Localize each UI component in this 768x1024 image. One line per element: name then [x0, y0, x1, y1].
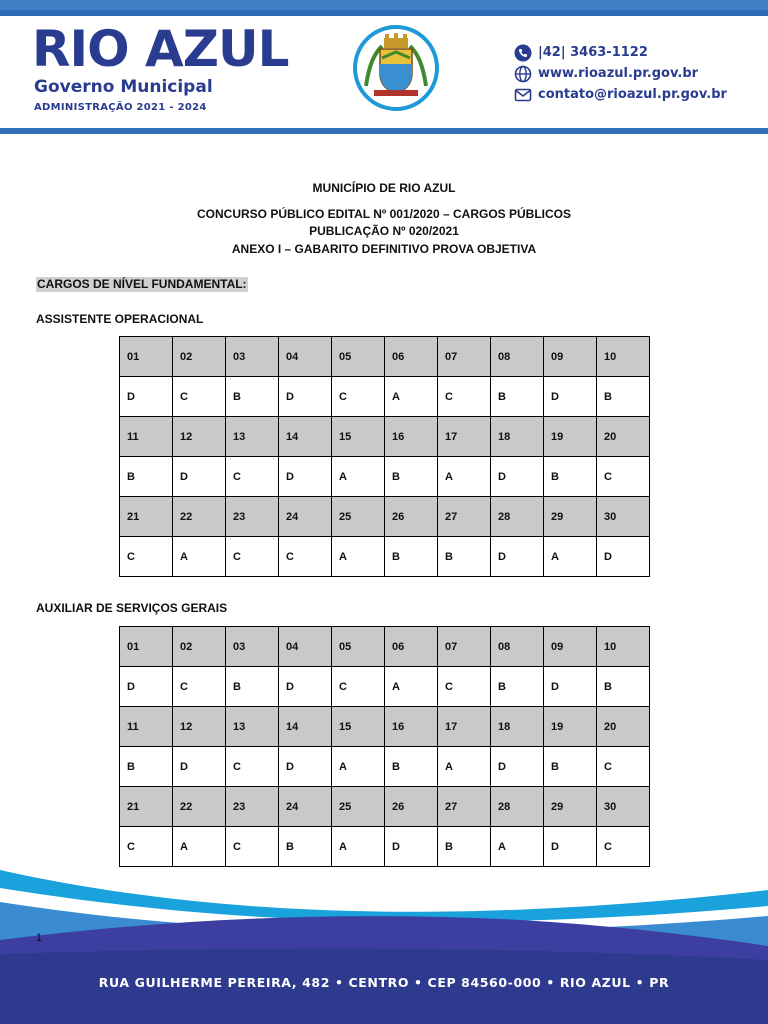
question-number-cell: 19: [544, 417, 597, 457]
question-number-cell: 16: [385, 417, 438, 457]
question-number-cell: 30: [597, 497, 650, 537]
contact-block: [514, 42, 727, 105]
question-number-row: [120, 707, 650, 747]
question-number-cell: 24: [279, 497, 332, 537]
question-number-cell: 13: [226, 417, 279, 457]
question-number-cell: 26: [385, 497, 438, 537]
answer-table-assistente: [119, 336, 650, 577]
phone-row: [514, 42, 727, 63]
answer-cell: A: [332, 747, 385, 787]
answer-cell: C: [226, 827, 279, 867]
header-top-band: [0, 0, 768, 16]
footer-address: RUA GUILHERME PEREIRA, 482 • CENTRO • CEP 84560-000 • RIO AZUL • PR: [98, 975, 670, 990]
question-number-cell: 06: [385, 627, 438, 667]
answer-cell: A: [438, 747, 491, 787]
question-number-cell: 12: [173, 707, 226, 747]
answer-cell: D: [544, 827, 597, 867]
page-number: 1: [36, 932, 43, 944]
question-number-cell: 27: [438, 787, 491, 827]
answer-cell: A: [332, 537, 385, 577]
job-title-auxiliar: AUXILIAR DE SERVIÇOS GERAIS: [36, 601, 228, 615]
answer-cell: B: [226, 667, 279, 707]
letterhead: [0, 16, 768, 134]
answer-row: [120, 747, 650, 787]
answer-cell: C: [120, 537, 173, 577]
answer-cell: A: [385, 377, 438, 417]
question-number-cell: 25: [332, 497, 385, 537]
answer-cell: D: [544, 667, 597, 707]
answer-cell: B: [385, 747, 438, 787]
question-number-cell: 27: [438, 497, 491, 537]
email-address[interactable]: contato@rioazul.pr.gov.br: [538, 87, 727, 102]
question-number-cell: 14: [279, 707, 332, 747]
question-number-cell: 18: [491, 707, 544, 747]
question-number-cell: 26: [385, 787, 438, 827]
answer-cell: A: [332, 457, 385, 497]
doc-annex: ANEXO I – GABARITO DEFINITIVO PROVA OBJETIVA: [231, 242, 537, 256]
answer-cell: B: [438, 827, 491, 867]
question-number-cell: 13: [226, 707, 279, 747]
question-number-cell: 12: [173, 417, 226, 457]
question-number-cell: 08: [491, 337, 544, 377]
globe-icon: [514, 65, 532, 83]
answer-cell: C: [173, 667, 226, 707]
answer-cell: D: [279, 667, 332, 707]
question-number-cell: 28: [491, 787, 544, 827]
question-number-cell: 22: [173, 787, 226, 827]
answer-cell: D: [120, 377, 173, 417]
answer-cell: B: [597, 667, 650, 707]
question-number-cell: 29: [544, 787, 597, 827]
doc-municipality: MUNICÍPIO DE RIO AZUL: [312, 181, 456, 195]
answer-cell: D: [385, 827, 438, 867]
question-number-cell: 02: [173, 337, 226, 377]
footer-wave: [0, 850, 768, 1024]
header-divider: [0, 128, 768, 134]
question-number-cell: 17: [438, 707, 491, 747]
question-number-cell: 11: [120, 707, 173, 747]
answer-cell: C: [226, 747, 279, 787]
answer-cell: C: [226, 537, 279, 577]
answer-cell: C: [597, 827, 650, 867]
answer-row: [120, 457, 650, 497]
answer-cell: B: [120, 457, 173, 497]
question-number-cell: 06: [385, 337, 438, 377]
answer-cell: D: [491, 457, 544, 497]
answer-cell: C: [332, 667, 385, 707]
question-number-cell: 19: [544, 707, 597, 747]
question-number-cell: 04: [279, 337, 332, 377]
question-number-cell: 21: [120, 497, 173, 537]
question-number-row: [120, 337, 650, 377]
answer-cell: A: [173, 827, 226, 867]
question-number-cell: 14: [279, 417, 332, 457]
answer-cell: A: [385, 667, 438, 707]
question-number-cell: 09: [544, 627, 597, 667]
answer-cell: B: [491, 667, 544, 707]
website-row: [514, 63, 727, 84]
answer-row: [120, 667, 650, 707]
answer-cell: B: [226, 377, 279, 417]
answer-cell: D: [279, 457, 332, 497]
answer-cell: C: [438, 667, 491, 707]
brand-subtitle: Governo Municipal: [34, 77, 213, 97]
answer-table-auxiliar: [119, 626, 650, 867]
question-number-cell: 23: [226, 787, 279, 827]
answer-cell: C: [438, 377, 491, 417]
phone-number: |42| 3463-1122: [538, 45, 648, 60]
question-number-cell: 15: [332, 707, 385, 747]
website-url[interactable]: www.rioazul.pr.gov.br: [538, 66, 699, 81]
question-number-cell: 05: [332, 337, 385, 377]
question-number-cell: 02: [173, 627, 226, 667]
answer-cell: B: [385, 457, 438, 497]
question-number-cell: 01: [120, 627, 173, 667]
question-number-cell: 08: [491, 627, 544, 667]
answer-cell: B: [491, 377, 544, 417]
question-number-cell: 25: [332, 787, 385, 827]
answer-cell: D: [279, 377, 332, 417]
job-title-assistente: ASSISTENTE OPERACIONAL: [36, 312, 204, 326]
answer-cell: B: [544, 747, 597, 787]
question-number-cell: 24: [279, 787, 332, 827]
answer-cell: C: [226, 457, 279, 497]
question-number-row: [120, 787, 650, 827]
question-number-cell: 30: [597, 787, 650, 827]
doc-publication: PUBLICAÇÃO Nº 020/2021: [309, 224, 459, 238]
answer-cell: B: [544, 457, 597, 497]
answer-cell: C: [120, 827, 173, 867]
answer-cell: D: [491, 747, 544, 787]
mail-icon: [514, 86, 532, 104]
answer-cell: A: [544, 537, 597, 577]
answer-cell: B: [120, 747, 173, 787]
question-number-cell: 20: [597, 707, 650, 747]
section-title: CARGOS DE NÍVEL FUNDAMENTAL:: [37, 277, 247, 291]
answer-cell: C: [332, 377, 385, 417]
answer-cell: D: [279, 747, 332, 787]
answer-cell: A: [438, 457, 491, 497]
question-number-cell: 17: [438, 417, 491, 457]
question-number-cell: 07: [438, 337, 491, 377]
answer-cell: A: [173, 537, 226, 577]
question-number-row: [120, 497, 650, 537]
answer-cell: C: [173, 377, 226, 417]
question-number-cell: 03: [226, 337, 279, 377]
question-number-row: [120, 417, 650, 457]
coat-of-arms-icon: [352, 24, 440, 112]
question-number-cell: 03: [226, 627, 279, 667]
answer-cell: B: [385, 537, 438, 577]
answer-cell: C: [597, 457, 650, 497]
answer-cell: D: [597, 537, 650, 577]
question-number-cell: 05: [332, 627, 385, 667]
email-row: [514, 84, 727, 105]
question-number-cell: 10: [597, 337, 650, 377]
question-number-cell: 16: [385, 707, 438, 747]
question-number-cell: 15: [332, 417, 385, 457]
question-number-cell: 09: [544, 337, 597, 377]
answer-cell: D: [491, 537, 544, 577]
answer-cell: C: [597, 747, 650, 787]
doc-contest: CONCURSO PÚBLICO EDITAL Nº 001/2020 – CARGOS PÚBLICOS: [196, 207, 571, 221]
answer-cell: A: [332, 827, 385, 867]
question-number-cell: 28: [491, 497, 544, 537]
question-number-cell: 23: [226, 497, 279, 537]
answer-cell: C: [279, 537, 332, 577]
question-number-cell: 11: [120, 417, 173, 457]
question-number-row: [120, 627, 650, 667]
answer-cell: D: [173, 747, 226, 787]
question-number-cell: 07: [438, 627, 491, 667]
answer-row: [120, 537, 650, 577]
question-number-cell: 21: [120, 787, 173, 827]
question-number-cell: 20: [597, 417, 650, 457]
answer-cell: B: [279, 827, 332, 867]
question-number-cell: 10: [597, 627, 650, 667]
answer-cell: D: [120, 667, 173, 707]
answer-cell: B: [597, 377, 650, 417]
question-number-cell: 01: [120, 337, 173, 377]
question-number-cell: 22: [173, 497, 226, 537]
question-number-cell: 18: [491, 417, 544, 457]
brand-title: RIO AZUL: [32, 20, 289, 78]
answer-row: [120, 377, 650, 417]
brand-administration: ADMINISTRAÇÃO 2021 - 2024: [34, 102, 207, 113]
question-number-cell: 29: [544, 497, 597, 537]
answer-cell: D: [544, 377, 597, 417]
question-number-cell: 04: [279, 627, 332, 667]
answer-cell: B: [438, 537, 491, 577]
phone-icon: [514, 44, 532, 62]
answer-cell: A: [491, 827, 544, 867]
answer-cell: D: [173, 457, 226, 497]
